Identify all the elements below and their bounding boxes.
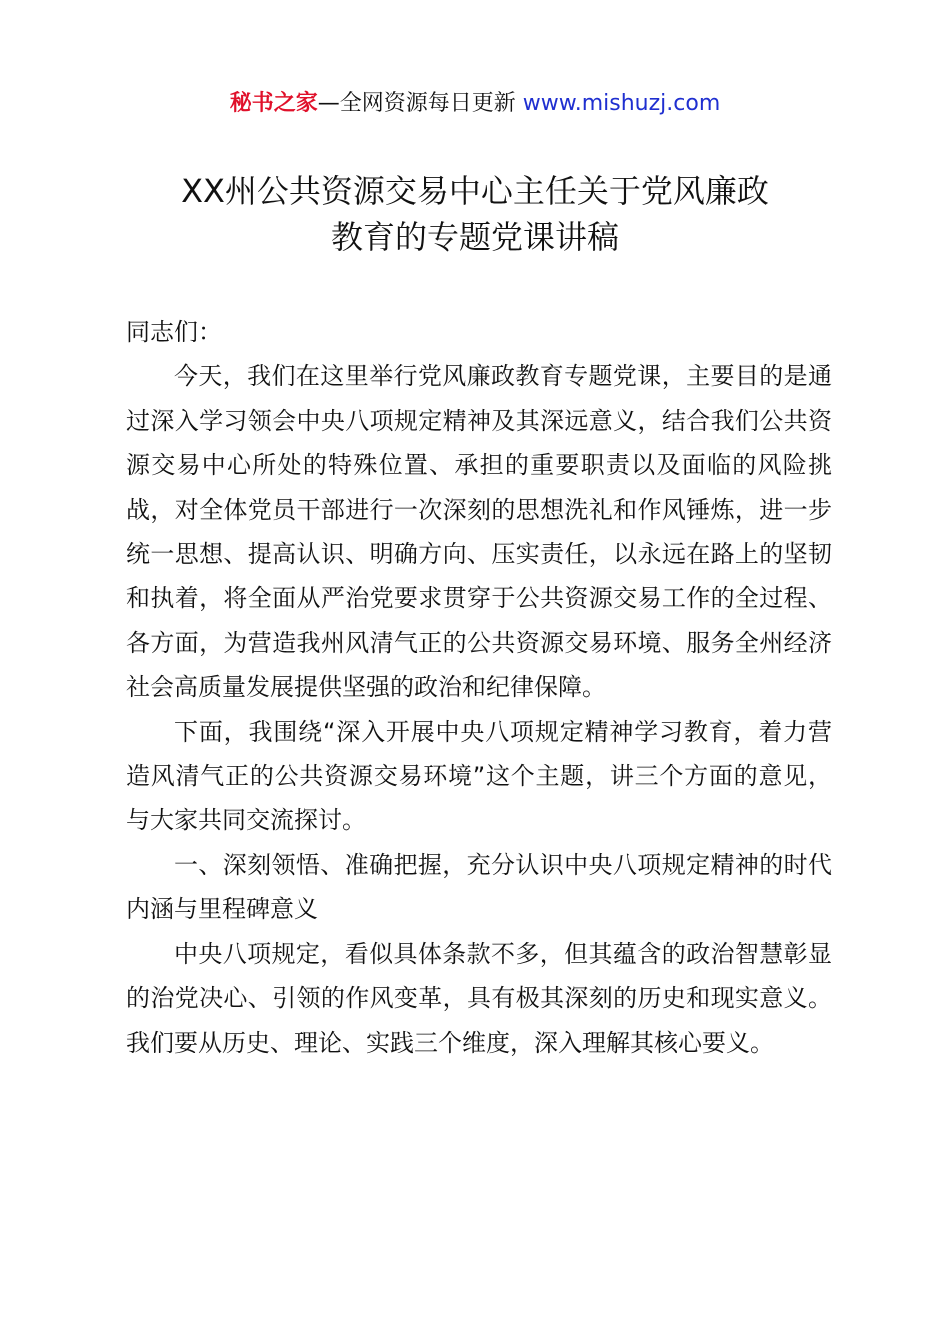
document-body [126,310,832,1065]
site-url[interactable]: www.mishuzj.com [522,91,721,116]
brand-name: 秘书之家 [229,91,318,116]
header-slogan: —全网资源每日更新 [317,91,523,116]
section-heading-1: 一、深刻领悟、准确把握，充分认识中央八项规定精神的时代内涵与里程碑意义 [126,850,832,924]
salutation: 同志们： [126,318,222,346]
paragraph-topic: 下面，我围绕“深入开展中央八项规定精神学习教育，着力营造风清气正的公共资源交易环境”这个主题，讲三个方面的意见，与大家共同交流探讨。 [126,717,832,835]
site-header [0,88,950,120]
title-line-2: 教育的专题党课讲稿 [330,218,619,256]
title-line-1: XX州公共资源交易中心主任关于党风廉政 [181,172,769,210]
document-title [60,168,890,260]
paragraph-section-1: 中央八项规定，看似具体条款不多，但其蕴含的政治智慧彰显的治党决心、引领的作风变革，具有极其深刻的历史和现实意义。我们要从历史、理论、实践三个维度，深入理解其核心要义。 [126,939,832,1057]
paragraph-intro: 今天，我们在这里举行党风廉政教育专题党课，主要目的是通过深入学习领会中央八项规定精神及其深远意义，结合我们公共资源交易中心所处的特殊位置、承担的重要职责以及面临的风险挑战，对全体党员干部进行一次深刻的思想洗礼和作风锤炼，进一步统一思想、提高认识、明确方向、压实责任，以永远在路上的坚韧和执着，将全面从严治党要求贯穿于公共资源交易工作的全过程、各方面，为营造我州风清气正的公共资源交易环境、服务全州经济社会高质量发展提供坚强的政治和纪律保障。 [126,362,832,702]
